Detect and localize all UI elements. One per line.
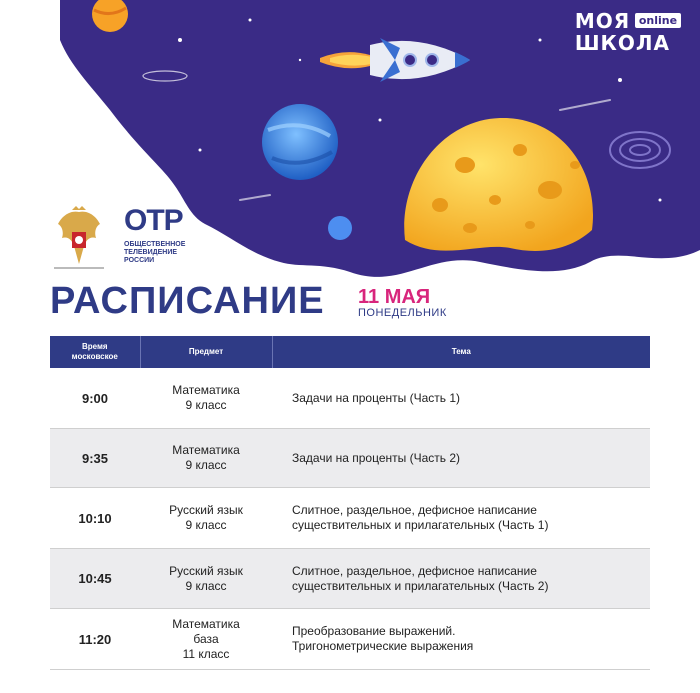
subject-level: база (193, 631, 219, 646)
subject-name: Русский язык (169, 563, 243, 578)
row-topic (272, 368, 650, 429)
topic-line-2: существительных и прилагательных (Часть 1) (292, 518, 549, 532)
row-subject (140, 549, 272, 609)
topic-line-1: Преобразование выражений. (292, 624, 456, 638)
row-time: 10:10 (50, 488, 140, 549)
moya-shkola-logo (574, 9, 678, 55)
row-subject (140, 488, 272, 549)
topic-line-1: Задачи на проценты (Часть 2) (292, 450, 461, 465)
subject-grade: 9 класс (185, 518, 227, 532)
online-badge: online (635, 13, 681, 28)
otr-logo (124, 205, 185, 265)
col-topic-header: Тема (272, 336, 650, 368)
brand-line-1: МОЯ (574, 9, 631, 33)
row-topic (272, 429, 650, 488)
otr-sub-line-3: РОССИИ (124, 257, 155, 264)
table-row (50, 549, 650, 609)
topic-line-1: Задачи на проценты (Часть 1) (292, 390, 461, 405)
subject-name: Математика (172, 383, 240, 397)
otr-sub-line-1: ОБЩЕСТВЕННОЕ (124, 241, 186, 248)
row-subject (140, 429, 272, 488)
planet-icon (262, 104, 338, 180)
schedule-date: 11 МАЯ (358, 286, 431, 308)
table-header-row (50, 336, 650, 368)
topic-line-2: Тригонометрические выражения (292, 639, 474, 653)
topic-line-1: Слитное, раздельное, дефисное написание (292, 503, 537, 517)
page-title: РАСПИСАНИЕ (50, 280, 325, 322)
small-blue-planet-icon (328, 216, 352, 240)
row-time: 9:00 (50, 368, 140, 429)
topic-line-2: существительных и прилагательных (Часть 2) (292, 578, 549, 593)
emblem-icon (52, 206, 106, 270)
otr-logo-text: OTP (124, 204, 183, 237)
col-time-label-1: Время (81, 342, 108, 351)
schedule-weekday: ПОНЕДЕЛЬНИК (358, 307, 447, 319)
subject-grade: 11 класс (182, 646, 230, 661)
topic-line-1: Слитное, раздельное, дефисное написание (292, 563, 537, 578)
row-time: 11:20 (50, 609, 140, 670)
subject-grade: 9 класс (185, 398, 227, 412)
row-topic (272, 488, 650, 549)
otr-sub-line-2: ТЕЛЕВИДЕНИЕ (124, 249, 178, 256)
schedule-table (50, 336, 650, 670)
row-time: 10:45 (50, 549, 140, 609)
table-row (50, 368, 650, 429)
subject-name: Русский язык (169, 503, 243, 517)
subject-name: Математика (172, 616, 240, 631)
subject-name: Математика (172, 443, 240, 457)
table-row (50, 609, 650, 670)
row-subject (140, 368, 272, 429)
table-row (50, 488, 650, 549)
subject-grade: 9 класс (185, 578, 227, 593)
table-row (50, 429, 650, 488)
col-subject-header: Предмет (140, 336, 272, 368)
col-time-label-2: московское (71, 352, 118, 361)
row-topic (272, 609, 650, 670)
row-subject (140, 609, 272, 670)
subject-grade: 9 класс (185, 458, 227, 472)
brand-line-2: ШКОЛА (574, 31, 670, 55)
col-time-header (50, 336, 140, 368)
row-time: 9:35 (50, 429, 140, 488)
row-topic (272, 549, 650, 609)
